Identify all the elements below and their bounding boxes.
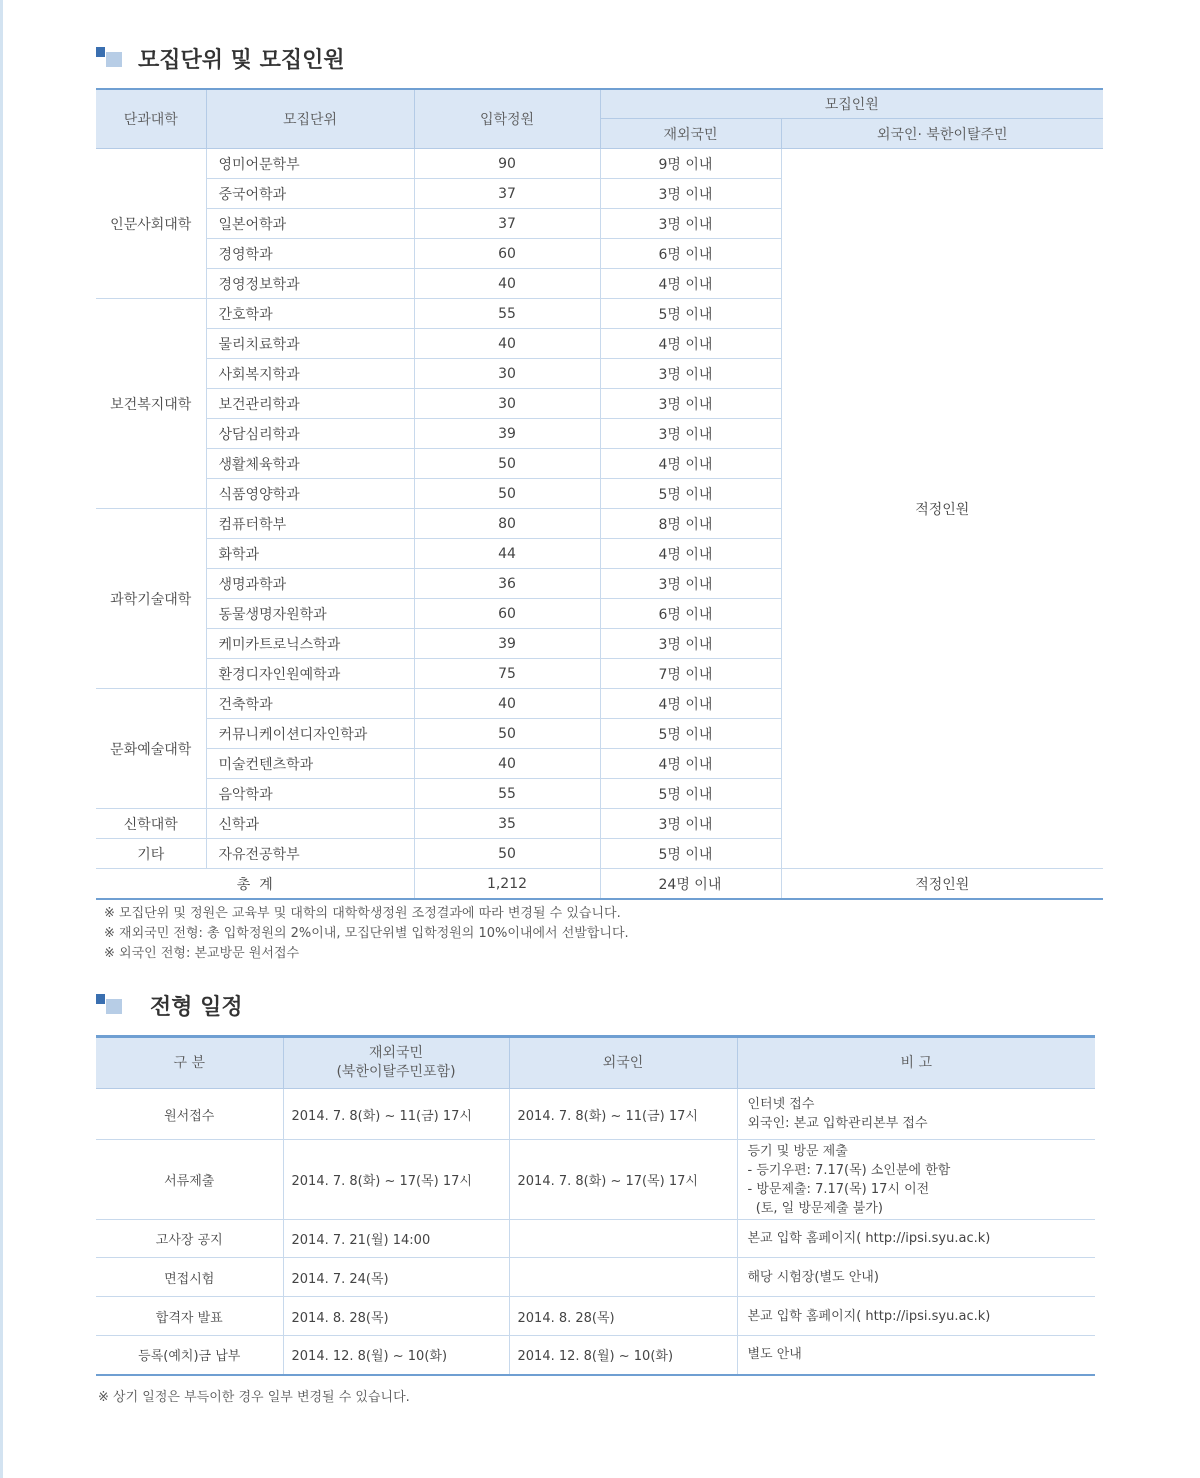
overseas-quota: 6명 이내 — [600, 599, 781, 629]
schedule-remarks — [737, 1297, 1095, 1336]
overseas-quota: 5명 이내 — [600, 299, 781, 329]
schedule-remarks — [737, 1089, 1095, 1140]
schedule-foreigner: 2014. 8. 28(목) — [509, 1297, 737, 1336]
total-quota: 24명 이내 — [600, 869, 781, 900]
capacity-value: 37 — [414, 209, 600, 239]
header-foreigner: 외국인 — [509, 1037, 737, 1089]
dept-name: 영미어문학부 — [206, 149, 414, 179]
college-name: 기타 — [96, 839, 206, 869]
overseas-quota: 3명 이내 — [600, 359, 781, 389]
dept-name: 경영학과 — [206, 239, 414, 269]
schedule-overseas: 2014. 7. 8(화) ~ 11(금) 17시 — [283, 1089, 509, 1140]
schedule-row — [96, 1336, 1095, 1375]
capacity-value: 50 — [414, 839, 600, 869]
remark-line: - 방문제출: 7.17(목) 17시 이전 — [747, 1181, 930, 1197]
remark-line: 본교 입학 홈페이지( http://ipsi.syu.ac.k) — [747, 1231, 991, 1246]
section-bullet-icon — [96, 47, 128, 71]
capacity-value: 36 — [414, 569, 600, 599]
capacity-value: 55 — [414, 299, 600, 329]
schedule-foreigner: 2014. 7. 8(화) ~ 17(목) 17시 — [509, 1140, 737, 1220]
page-left-border — [0, 0, 3, 1478]
note-item: ※ 상기 일정은 부득이한 경우 일부 변경될 수 있습니다. — [98, 1390, 410, 1405]
schedule-category: 원서접수 — [96, 1089, 283, 1140]
schedule-category: 고사장 공지 — [96, 1220, 283, 1258]
dept-name: 상담심리학과 — [206, 419, 414, 449]
overseas-quota: 5명 이내 — [600, 779, 781, 809]
capacity-value: 60 — [414, 599, 600, 629]
capacity-value: 50 — [414, 479, 600, 509]
remark-line: 등기 및 방문 제출 — [747, 1143, 848, 1159]
remark-line: - 등기우편: 7.17(목) 소인분에 한함 — [747, 1162, 951, 1178]
schedule-overseas: 2014. 7. 8(화) ~ 17(목) 17시 — [283, 1140, 509, 1220]
schedule-category: 면접시험 — [96, 1258, 283, 1297]
remark-line: 본교 입학 홈페이지( http://ipsi.syu.ac.k) — [747, 1308, 991, 1324]
overseas-quota: 4명 이내 — [600, 689, 781, 719]
overseas-quota: 8명 이내 — [600, 509, 781, 539]
overseas-quota: 3명 이내 — [600, 569, 781, 599]
dept-name: 신학과 — [206, 809, 414, 839]
overseas-quota: 4명 이내 — [600, 449, 781, 479]
overseas-quota: 7명 이내 — [600, 659, 781, 689]
college-name: 과학기술대학 — [96, 509, 206, 689]
college-name: 문화예술대학 — [96, 689, 206, 809]
schedule-remarks — [737, 1336, 1095, 1375]
schedule-remarks — [737, 1258, 1095, 1297]
dept-name: 자유전공학부 — [206, 839, 414, 869]
header-foreigner: 외국인· 북한이탈주민 — [781, 119, 1103, 149]
schedule-foreigner — [509, 1220, 737, 1258]
remark-line: 별도 안내 — [747, 1347, 802, 1363]
schedule-category: 합격자 발표 — [96, 1297, 283, 1336]
dept-name: 화학과 — [206, 539, 414, 569]
section-title-text: 전형 일정 — [150, 995, 243, 1020]
capacity-value: 40 — [414, 749, 600, 779]
remark-line: 외국인: 본교 입학관리본부 접수 — [747, 1116, 928, 1131]
header-overseas-line2: (북한이탈주민포함) — [336, 1064, 456, 1080]
overseas-quota: 4명 이내 — [600, 269, 781, 299]
overseas-quota: 5명 이내 — [600, 839, 781, 869]
dept-name: 건축학과 — [206, 689, 414, 719]
capacity-value: 55 — [414, 779, 600, 809]
header-overseas: 재외국민 — [600, 119, 781, 149]
overseas-quota: 4명 이내 — [600, 539, 781, 569]
header-college: 단과대학 — [96, 89, 206, 149]
note-item: ※ 외국인 전형: 본교방문 원서접수 — [104, 946, 300, 961]
dept-name: 중국어학과 — [206, 179, 414, 209]
schedule-row — [96, 1297, 1095, 1336]
section-title-text: 모집단위 및 모집인원 — [138, 48, 345, 73]
dept-name: 식품영양학과 — [206, 479, 414, 509]
overseas-quota: 6명 이내 — [600, 239, 781, 269]
schedule-foreigner: 2014. 7. 8(화) ~ 11(금) 17시 — [509, 1089, 737, 1140]
capacity-value: 75 — [414, 659, 600, 689]
capacity-value: 50 — [414, 449, 600, 479]
section-title-recruitment — [96, 43, 345, 74]
dept-name: 컴퓨터학부 — [206, 509, 414, 539]
capacity-value: 39 — [414, 419, 600, 449]
dept-name: 커뮤니케이션디자인학과 — [206, 719, 414, 749]
notes-recruitment — [104, 904, 629, 964]
schedule-overseas: 2014. 7. 24(목) — [283, 1258, 509, 1297]
capacity-value: 50 — [414, 719, 600, 749]
dept-name: 보건관리학과 — [206, 389, 414, 419]
header-overseas — [283, 1037, 509, 1089]
capacity-value: 37 — [414, 179, 600, 209]
dept-name: 미술컨텐츠학과 — [206, 749, 414, 779]
schedule-foreigner: 2014. 12. 8(월) ~ 10(화) — [509, 1336, 737, 1375]
capacity-value: 80 — [414, 509, 600, 539]
total-row — [96, 869, 1103, 900]
overseas-quota: 3명 이내 — [600, 629, 781, 659]
schedule-overseas: 2014. 8. 28(목) — [283, 1297, 509, 1336]
total-label: 총 계 — [96, 869, 414, 900]
header-capacity: 입학정원 — [414, 89, 600, 149]
dept-name: 경영정보학과 — [206, 269, 414, 299]
schedule-row — [96, 1258, 1095, 1297]
capacity-value: 60 — [414, 239, 600, 269]
overseas-quota: 3명 이내 — [600, 389, 781, 419]
schedule-table — [96, 1035, 1095, 1376]
schedule-remarks — [737, 1220, 1095, 1258]
dept-name: 물리치료학과 — [206, 329, 414, 359]
remark-line: (토, 일 방문제출 불가) — [747, 1200, 883, 1216]
overseas-quota: 4명 이내 — [600, 749, 781, 779]
table-row — [96, 149, 1103, 179]
foreigner-quota: 적정인원 — [781, 149, 1103, 869]
overseas-quota: 3명 이내 — [600, 209, 781, 239]
college-name: 신학대학 — [96, 809, 206, 839]
remark-line: 인터넷 접수 — [747, 1097, 815, 1112]
dept-name: 일본어학과 — [206, 209, 414, 239]
section-bullet-icon — [96, 994, 128, 1018]
schedule-category: 등록(예치)금 납부 — [96, 1336, 283, 1375]
schedule-row — [96, 1089, 1095, 1140]
dept-name: 환경디자인원예학과 — [206, 659, 414, 689]
dept-name: 간호학과 — [206, 299, 414, 329]
capacity-value: 40 — [414, 689, 600, 719]
total-foreigner: 적정인원 — [781, 869, 1103, 900]
header-recruit: 모집인원 — [600, 89, 1103, 119]
notes-schedule — [98, 1388, 410, 1408]
dept-name: 생활체육학과 — [206, 449, 414, 479]
dept-name: 생명과학과 — [206, 569, 414, 599]
capacity-value: 30 — [414, 389, 600, 419]
schedule-foreigner — [509, 1258, 737, 1297]
schedule-row — [96, 1220, 1095, 1258]
overseas-quota: 5명 이내 — [600, 719, 781, 749]
capacity-value: 44 — [414, 539, 600, 569]
schedule-category: 서류제출 — [96, 1140, 283, 1220]
dept-name: 케미카트로닉스학과 — [206, 629, 414, 659]
overseas-quota: 3명 이내 — [600, 809, 781, 839]
capacity-value: 35 — [414, 809, 600, 839]
recruitment-table — [96, 88, 1103, 900]
overseas-quota: 3명 이내 — [600, 179, 781, 209]
remark-line: 해당 시험장(별도 안내) — [747, 1269, 879, 1285]
schedule-remarks — [737, 1140, 1095, 1220]
schedule-row — [96, 1140, 1095, 1220]
dept-name: 사회복지학과 — [206, 359, 414, 389]
header-overseas-line1: 재외국민 — [368, 1045, 424, 1061]
capacity-value: 40 — [414, 269, 600, 299]
capacity-value: 90 — [414, 149, 600, 179]
capacity-value: 39 — [414, 629, 600, 659]
capacity-value: 30 — [414, 359, 600, 389]
total-capacity: 1,212 — [414, 869, 600, 900]
overseas-quota: 9명 이내 — [600, 149, 781, 179]
college-name: 인문사회대학 — [96, 149, 206, 299]
overseas-quota: 3명 이내 — [600, 419, 781, 449]
dept-name: 음악학과 — [206, 779, 414, 809]
college-name: 보건복지대학 — [96, 299, 206, 509]
header-unit: 모집단위 — [206, 89, 414, 149]
overseas-quota: 4명 이내 — [600, 329, 781, 359]
dept-name: 동물생명자원학과 — [206, 599, 414, 629]
section-title-schedule — [96, 990, 243, 1021]
schedule-overseas: 2014. 12. 8(월) ~ 10(화) — [283, 1336, 509, 1375]
note-item: ※ 재외국민 전형: 총 입학정원의 2%이내, 모집단위별 입학정원의 10%이내에서 선발합니다. — [104, 926, 629, 941]
header-category: 구 분 — [96, 1037, 283, 1089]
overseas-quota: 5명 이내 — [600, 479, 781, 509]
capacity-value: 40 — [414, 329, 600, 359]
schedule-overseas: 2014. 7. 21(월) 14:00 — [283, 1220, 509, 1258]
header-remarks: 비 고 — [737, 1037, 1095, 1089]
note-item: ※ 모집단위 및 정원은 교육부 및 대학의 대학학생정원 조정결과에 따라 변경될 수 있습니다. — [104, 906, 621, 921]
